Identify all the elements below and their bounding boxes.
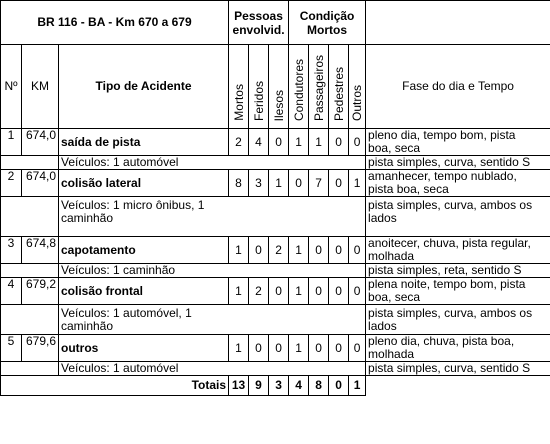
row-km: 674,0 [22, 170, 59, 197]
table-subrow [1, 362, 550, 376]
row-fase-line1: anoitecer, chuva, pista regular, [368, 236, 531, 250]
totals-pedestres: 0 [329, 376, 349, 396]
row-passageiros: 0 [309, 237, 329, 264]
col-header-outros-label: Outros [350, 84, 365, 121]
row-via [366, 362, 550, 376]
row-pedestres: 0 [329, 170, 349, 197]
table-row [1, 237, 550, 264]
row-veiculos-line2: caminhão [61, 211, 114, 225]
header-row-groups [1, 1, 550, 45]
row-via-line1: pista simples, curva, ambos os [368, 306, 533, 320]
row-num: 5 [1, 335, 22, 362]
row-tipo: capotamento [59, 237, 229, 264]
table-subrow [1, 264, 550, 278]
totals-mortos: 13 [229, 376, 249, 396]
col-header-num: Nº [1, 45, 22, 129]
header-row-columns [1, 45, 550, 129]
row-veiculos-line2: caminhão [61, 319, 114, 333]
row-outros: 0 [349, 129, 366, 156]
row-via-line1: pista simples, curva, sentido S [368, 155, 531, 169]
col-header-ilesos [269, 45, 289, 129]
row-ilesos: 0 [269, 335, 289, 362]
row-feridos: 0 [249, 237, 269, 264]
row-km: 679,2 [22, 278, 59, 305]
row-ilesos: 2 [269, 237, 289, 264]
row-veiculos-line1: Veículos: 1 caminhão [61, 263, 176, 277]
table-subrow [1, 156, 550, 170]
row-mortos: 1 [229, 278, 249, 305]
row-via-line1: pista simples, curva, sentido S [368, 361, 531, 375]
row-veiculos-line1: Veículos: 1 automóvel, 1 [61, 306, 192, 320]
col-header-feridos [249, 45, 269, 129]
row-fase-line1: pleno dia, chuva, pista boa, [368, 334, 515, 348]
col-header-km: KM [22, 45, 59, 129]
row-veiculos [59, 197, 366, 237]
row-condutores: 1 [289, 335, 309, 362]
row-condutores: 0 [289, 170, 309, 197]
totals-label: Totais [1, 376, 229, 396]
row-ilesos: 0 [269, 129, 289, 156]
row-via-line2: lados [368, 211, 397, 225]
row-km: 679,6 [22, 335, 59, 362]
col-header-ilesos-label: Ilesos [271, 89, 286, 121]
row-condutores: 1 [289, 278, 309, 305]
row-pedestres: 0 [329, 335, 349, 362]
header-empty-cell [366, 1, 550, 45]
totals-feridos: 9 [249, 376, 269, 396]
row-pedestres: 0 [329, 237, 349, 264]
row-fase-line2: boa, seca [368, 290, 421, 304]
row-pedestres: 0 [329, 129, 349, 156]
col-header-fase: Fase do dia e Tempo [366, 45, 550, 129]
table-row [1, 170, 550, 197]
row-num: 1 [1, 129, 22, 156]
col-header-condutores-label: Condutores [291, 58, 306, 121]
row-passageiros: 1 [309, 129, 329, 156]
row-tipo: colisão frontal [59, 278, 229, 305]
row-outros: 0 [349, 237, 366, 264]
row-outros: 0 [349, 335, 366, 362]
col-header-mortos [229, 45, 249, 129]
row-via-line1: pista simples, curva, ambos os [368, 198, 533, 212]
table-row [1, 335, 550, 362]
col-header-condutores [289, 45, 309, 129]
row-blank [1, 197, 59, 237]
row-num: 2 [1, 170, 22, 197]
row-pedestres: 0 [329, 278, 349, 305]
totals-ilesos: 3 [269, 376, 289, 396]
row-blank [1, 264, 59, 278]
table-title: BR 116 - BA - Km 670 a 679 [1, 1, 229, 45]
group-condicao-header: Condição Mortos [289, 1, 366, 45]
row-veiculos [59, 264, 366, 278]
col-header-mortos-label: Mortos [231, 84, 246, 121]
row-num: 3 [1, 237, 22, 264]
row-mortos: 2 [229, 129, 249, 156]
col-header-pedestres-label: Pedestres [331, 66, 346, 121]
col-header-pedestres [329, 45, 349, 129]
row-fase-line2: boa, seca [368, 141, 421, 155]
row-tipo: outros [59, 335, 229, 362]
col-header-tipo: Tipo de Acidente [59, 45, 229, 129]
row-fase [366, 237, 550, 264]
row-condutores: 1 [289, 237, 309, 264]
row-outros: 0 [349, 278, 366, 305]
totals-outros: 1 [349, 376, 366, 396]
row-fase-line1: amanhecer, tempo nublado, [368, 169, 517, 183]
row-veiculos [59, 362, 366, 376]
row-veiculos-line1: Veículos: 1 micro ônibus, 1 [61, 198, 205, 212]
row-fase [366, 129, 550, 156]
row-veiculos-line1: Veículos: 1 automóvel [61, 155, 179, 169]
row-fase-line2: molhada [368, 249, 415, 263]
row-fase-line1: pleno dia, tempo bom, pista [368, 128, 516, 142]
row-passageiros: 0 [309, 335, 329, 362]
table-row [1, 129, 550, 156]
row-passageiros: 0 [309, 278, 329, 305]
row-blank [1, 362, 59, 376]
row-fase [366, 335, 550, 362]
totals-condutores: 4 [289, 376, 309, 396]
col-header-feridos-label: Feridos [251, 80, 266, 121]
row-mortos: 8 [229, 170, 249, 197]
col-header-outros [349, 45, 366, 129]
row-tipo: colisão lateral [59, 170, 229, 197]
row-fase-line2: molhada [368, 347, 415, 361]
row-outros: 1 [349, 170, 366, 197]
row-via [366, 305, 550, 335]
table-subrow [1, 305, 550, 335]
row-ilesos: 0 [269, 278, 289, 305]
row-via-line2: lados [368, 319, 397, 333]
row-via [366, 156, 550, 170]
row-blank [1, 156, 59, 170]
row-condutores: 1 [289, 129, 309, 156]
row-blank [1, 305, 59, 335]
row-veiculos-line1: Veículos: 1 automóvel [61, 361, 179, 375]
row-mortos: 1 [229, 237, 249, 264]
table-subrow [1, 197, 550, 237]
row-fase [366, 278, 550, 305]
row-tipo: saída de pista [59, 129, 229, 156]
row-feridos: 0 [249, 335, 269, 362]
col-header-passageiros [309, 45, 329, 129]
totals-empty [366, 376, 550, 396]
row-passageiros: 7 [309, 170, 329, 197]
table-row [1, 278, 550, 305]
row-num: 4 [1, 278, 22, 305]
totals-passageiros: 8 [309, 376, 329, 396]
row-veiculos [59, 156, 366, 170]
row-feridos: 3 [249, 170, 269, 197]
row-via [366, 197, 550, 237]
row-fase [366, 170, 550, 197]
row-fase-line1: plena noite, tempo bom, pista [368, 277, 526, 291]
row-km: 674,0 [22, 129, 59, 156]
row-feridos: 4 [249, 129, 269, 156]
row-ilesos: 1 [269, 170, 289, 197]
group-pessoas-header: Pessoas envolvid. [229, 1, 289, 45]
row-via [366, 264, 550, 278]
row-mortos: 1 [229, 335, 249, 362]
row-km: 674,8 [22, 237, 59, 264]
totals-row [1, 376, 550, 396]
row-via-line1: pista simples, reta, sentido S [368, 263, 522, 277]
row-feridos: 2 [249, 278, 269, 305]
row-veiculos [59, 305, 366, 335]
row-fase-line2: pista boa, seca [368, 182, 449, 196]
col-header-passageiros-label: Passageiros [311, 54, 326, 121]
